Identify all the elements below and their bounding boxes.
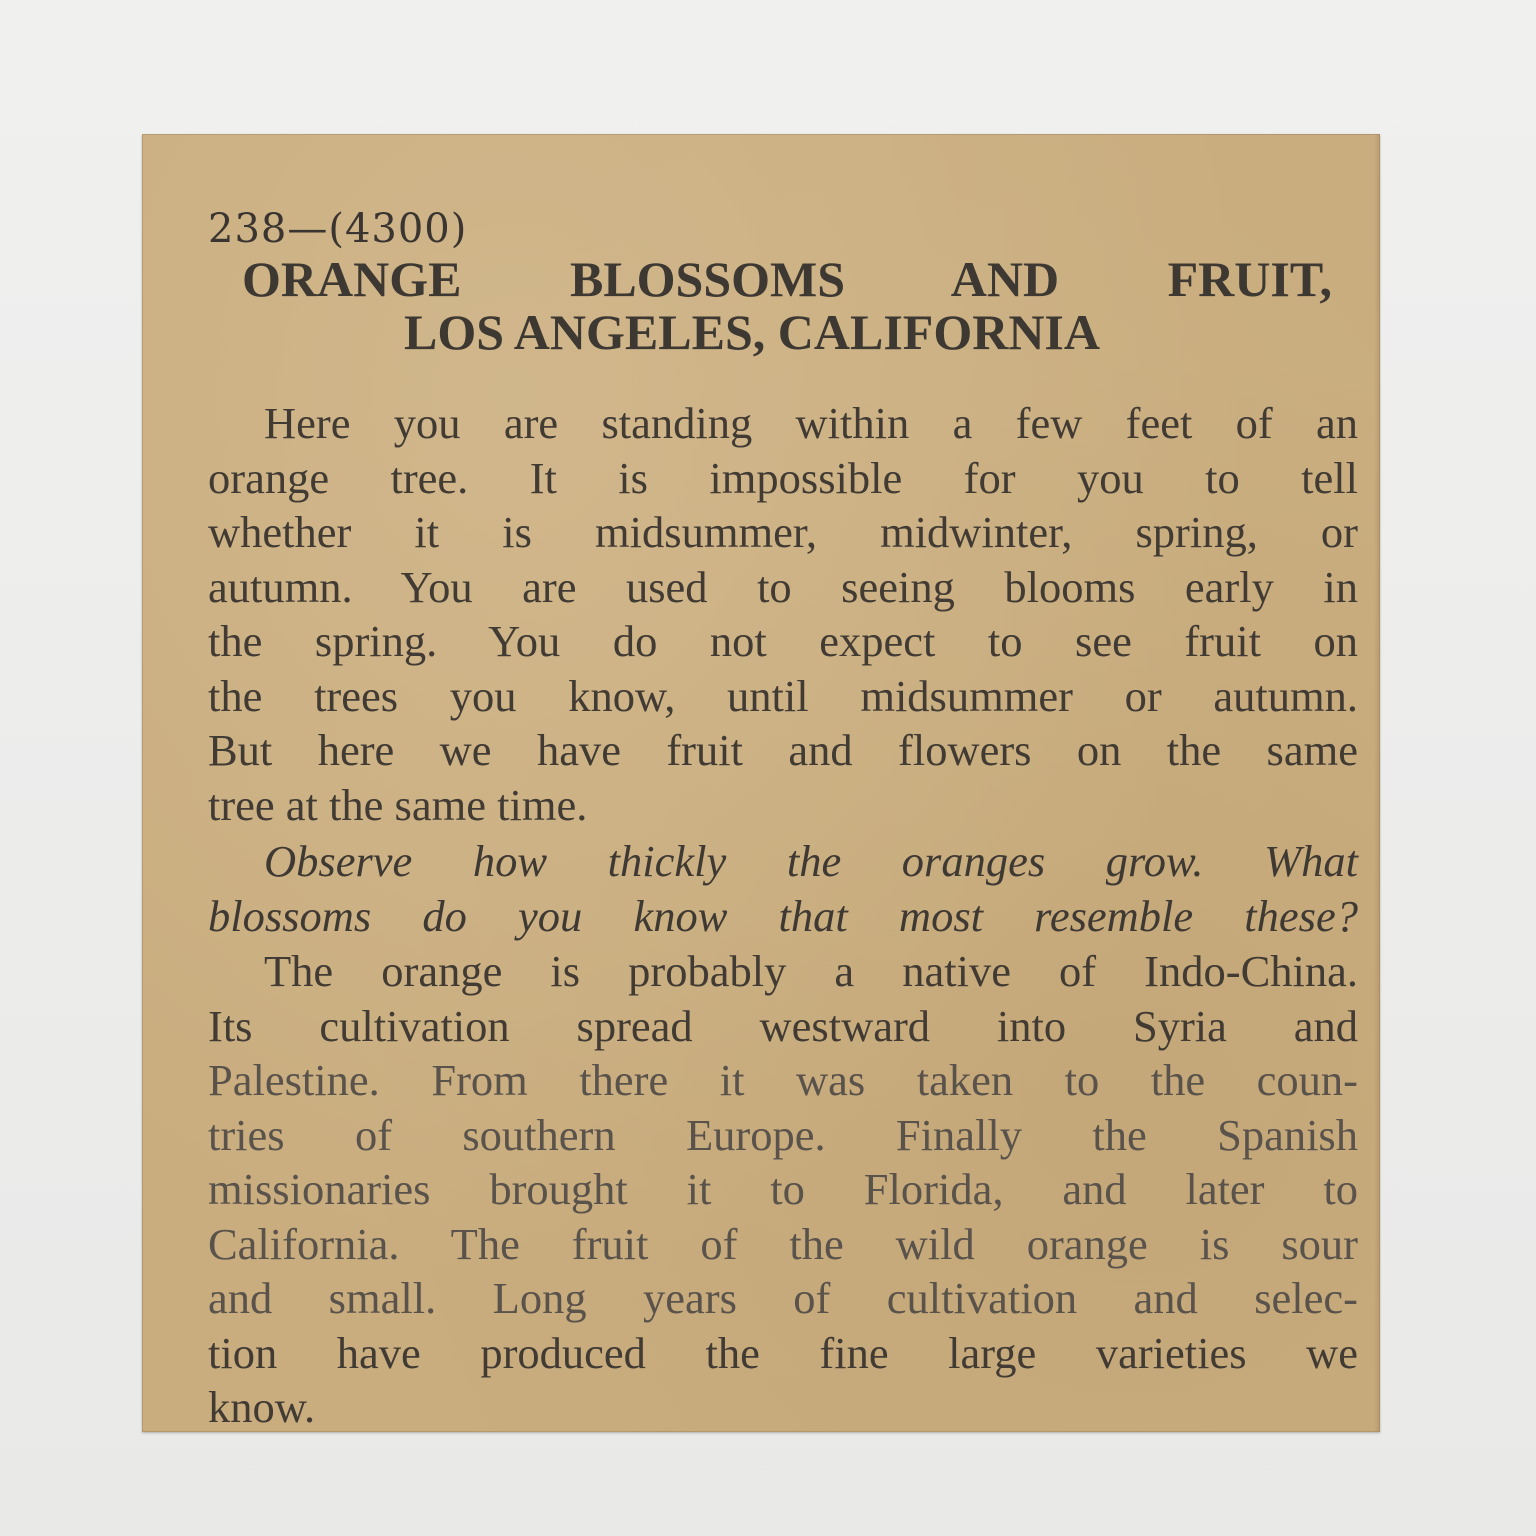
text-line: Its cultivation spread westward into Syria and: [208, 1000, 1358, 1051]
text-line: blossoms do you know that most resemble these?: [208, 890, 1358, 941]
text-line: whether it is midsummer, midwinter, spring, or: [208, 507, 1358, 557]
text-line: But here we have fruit and flowers on the same: [208, 725, 1358, 775]
card-title-line-1: ORANGE BLOSSOMS AND FRUIT,: [242, 251, 1332, 307]
text-line: tries of southern Europe. Finally the Spanish: [208, 1109, 1358, 1160]
paragraph-2-italic: [208, 834, 1358, 943]
text-line: the spring. You do not expect to see fruit on: [208, 616, 1358, 666]
card-title-line-2: LOS ANGELES, CALIFORNIA: [404, 304, 1100, 360]
text-line: The orange is probably a native of Indo-China.: [264, 946, 1358, 996]
text-line: orange tree. It is impossible for you to tell: [208, 452, 1358, 503]
text-line: Here you are standing within a few feet of an: [264, 398, 1358, 448]
text-line: missionaries brought it to Florida, and later to: [208, 1164, 1358, 1214]
text-line: and small. Long years of cultivation and selec-: [208, 1273, 1358, 1323]
text-line: tree at the same time.: [208, 779, 588, 830]
card-number: 238—(4300): [208, 206, 468, 252]
text-line: Palestine. From there it was taken to the coun-: [208, 1055, 1358, 1105]
text-line: tion have produced the fine large varieties we: [208, 1327, 1358, 1378]
text-line: autumn. You are used to seeing blooms early in: [208, 561, 1358, 612]
paragraph-1: [208, 396, 1358, 832]
card-edge: [1374, 134, 1380, 1432]
stereograph-caption-card: [142, 134, 1380, 1432]
text-line: Observe how thickly the oranges grow. What: [264, 836, 1358, 886]
text-line: the trees you know, until midsummer or autumn.: [208, 670, 1358, 721]
paragraph-3: [208, 944, 1358, 1432]
text-line: California. The fruit of the wild orange is sour: [208, 1218, 1358, 1269]
text-line: know.: [208, 1382, 316, 1432]
